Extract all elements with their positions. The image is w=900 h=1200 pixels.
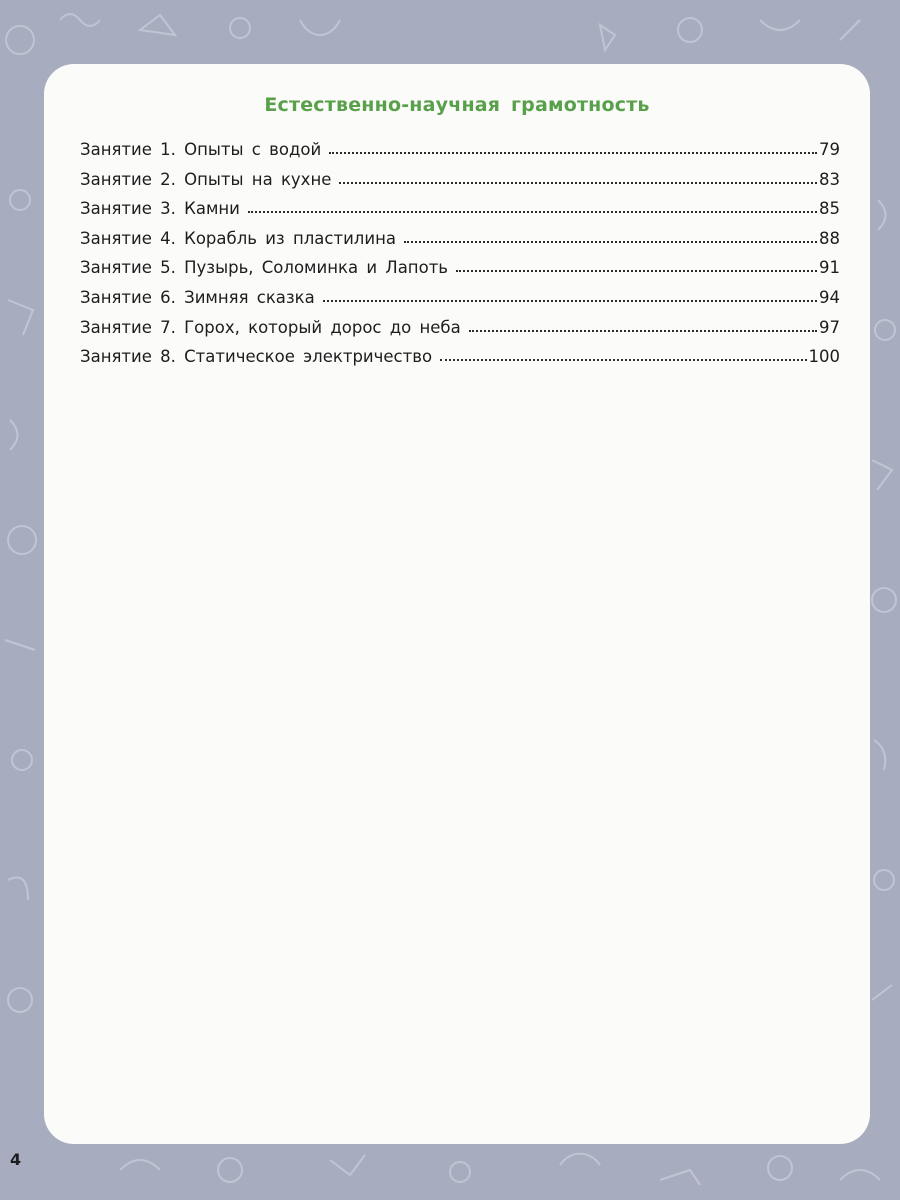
toc-entry-page: 83 — [819, 169, 840, 189]
toc-entry[interactable] — [80, 258, 840, 288]
toc-entry-page: 97 — [819, 317, 840, 337]
content-card — [44, 64, 870, 1144]
toc-entry[interactable] — [80, 288, 840, 318]
toc-entry[interactable] — [80, 318, 840, 348]
table-of-contents — [80, 140, 840, 377]
toc-entry-page: 100 — [808, 347, 840, 367]
dot-leader — [469, 330, 817, 332]
toc-entry-page: 79 — [819, 140, 840, 159]
dot-leader — [339, 182, 817, 184]
page-number: 4 — [10, 1150, 22, 1169]
toc-entry[interactable] — [80, 229, 840, 259]
dot-leader — [248, 211, 817, 213]
section-title: Естественно-научная грамотность — [264, 94, 650, 116]
toc-entry-page: 85 — [819, 199, 840, 219]
dot-leader — [456, 270, 817, 272]
toc-entry-title: Занятие 5. Пузырь, Соломинка и Лапоть — [80, 258, 449, 278]
dot-leader — [329, 152, 817, 154]
toc-entry[interactable] — [80, 170, 840, 200]
dot-leader — [404, 241, 817, 243]
toc-entry[interactable] — [80, 140, 840, 170]
toc-entry-page: 91 — [819, 258, 840, 278]
toc-entry-title: Занятие 2. Опыты на кухне — [80, 169, 332, 189]
toc-entry-title: Занятие 3. Камни — [80, 199, 240, 219]
toc-entry[interactable] — [80, 347, 840, 377]
toc-entry-title: Занятие 4. Корабль из пластилина — [80, 228, 396, 248]
dot-leader — [440, 359, 806, 361]
toc-entry-page: 94 — [819, 287, 840, 307]
toc-entry-title: Занятие 6. Зимняя сказка — [80, 287, 315, 307]
dot-leader — [323, 300, 817, 302]
toc-entry-page: 88 — [819, 228, 840, 248]
toc-entry[interactable] — [80, 199, 840, 229]
toc-entry-title: Занятие 8. Статическое электричество — [80, 347, 433, 367]
toc-entry-title: Занятие 1. Опыты с водой — [80, 140, 322, 159]
toc-entry-title: Занятие 7. Горох, который дорос до неба — [80, 317, 461, 337]
